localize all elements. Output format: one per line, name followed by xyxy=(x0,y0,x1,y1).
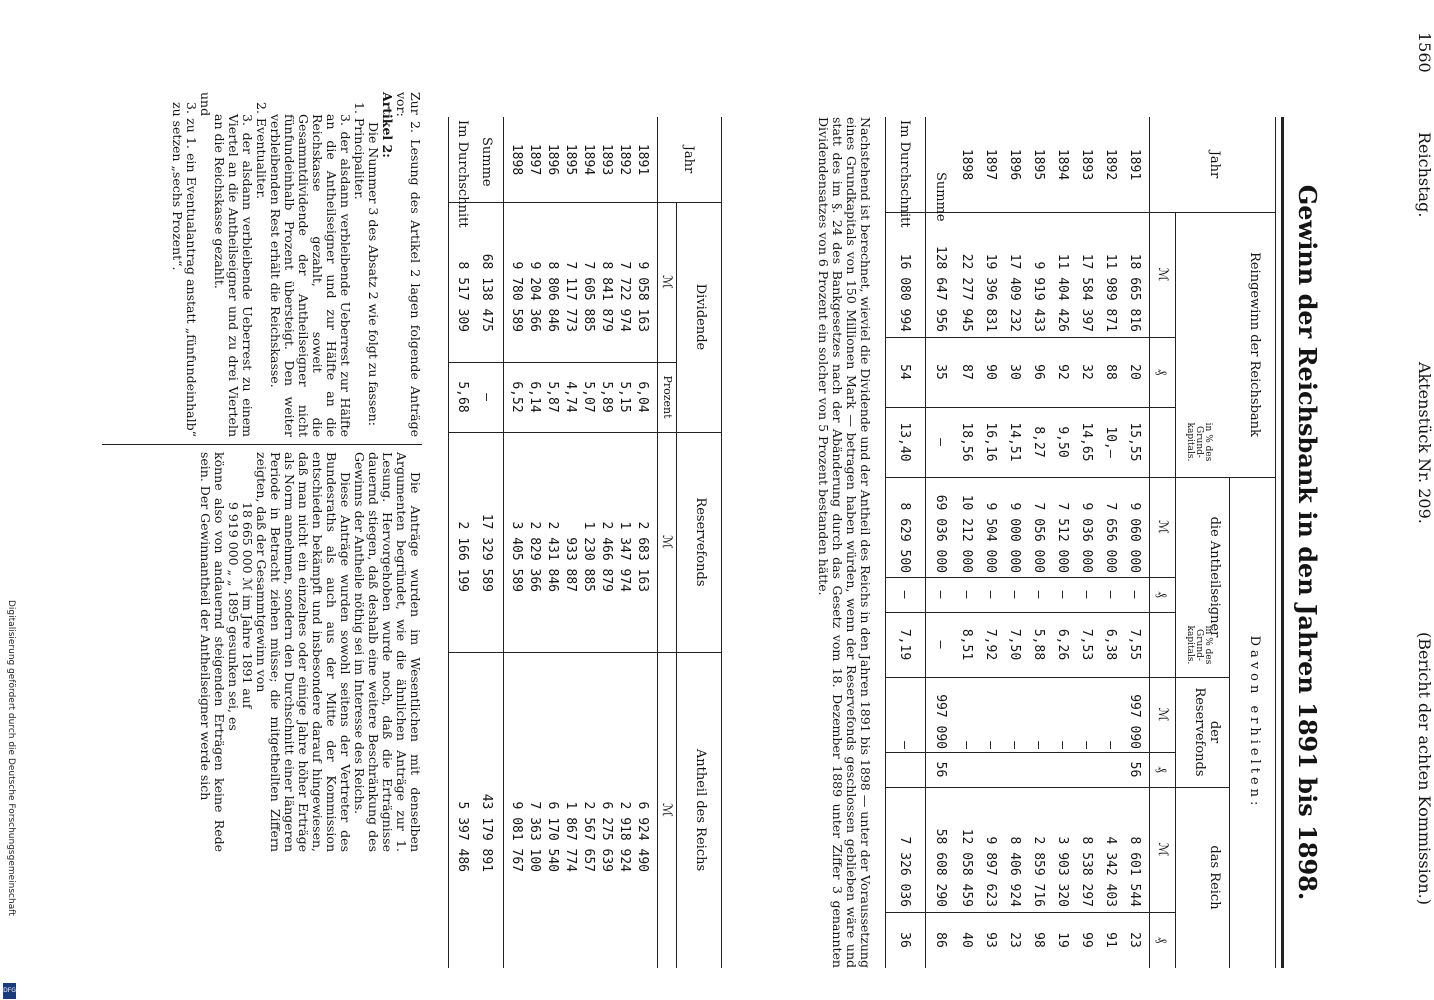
table2-rule-units xyxy=(676,202,677,968)
table2-rule-bottom xyxy=(448,117,449,968)
table1-cell-rg-pf: 92 xyxy=(1055,364,1070,380)
table1-cell-r-pf: 99 xyxy=(1079,932,1094,948)
table2-cell-div-m: 7 605 885 xyxy=(581,261,596,332)
table1-cell-ae-pf: — xyxy=(1079,590,1094,599)
table1-cell-ae-pct: 7,55 xyxy=(1127,628,1142,661)
table2-cell-year: 1891 xyxy=(635,143,650,176)
table1-cell-rf-m: — xyxy=(1007,741,1022,749)
table1-cell-r-pf: 98 xyxy=(1031,932,1046,948)
table2-durchschnitt-div-pct: 5,68 xyxy=(455,381,470,413)
table1-summe-ae-m: 69 036 000 xyxy=(933,494,948,573)
table1-cell-rf-pf: 56 xyxy=(1127,761,1142,778)
digitization-footer xyxy=(2,600,18,1000)
title-rule-top xyxy=(1281,117,1284,968)
table2-cell-rf: 1 230 885 xyxy=(581,521,596,592)
table2-summe-label: Summe xyxy=(479,137,494,187)
table1-durchschnitt-ae-pf: — xyxy=(897,590,912,599)
table1-durchschnitt-ae-m: 8 629 500 xyxy=(897,502,912,573)
table1-cell-ae-pf: — xyxy=(1031,590,1046,599)
table2-durchschnitt-rf: 2 166 199 xyxy=(455,521,470,592)
table2-cell-div-pct: 5,15 xyxy=(617,381,632,413)
table1-header-anteilseigner: die Antheilseigner xyxy=(1207,516,1222,638)
table2-cell-reich: 7 363 100 xyxy=(527,801,542,872)
table2-cell-year: 1892 xyxy=(617,143,632,176)
table1-durchschnitt-rg-m: 16 080 994 xyxy=(897,253,912,332)
table1-cell-r-m: 12 058 459 xyxy=(959,828,974,907)
table2-cell-div-m: 8 806 846 xyxy=(545,261,560,332)
table2-summe-rf: 17 329 589 xyxy=(479,513,494,592)
footer-text: Digitalisierung gefördert durch die Deutsche Forschungsgemeinschaft xyxy=(6,600,16,916)
table2-cell-div-pct: 6,52 xyxy=(509,381,524,413)
table2-cell-div-pct: 4,74 xyxy=(563,381,578,413)
table1-summe-ae-pct: — xyxy=(933,640,948,649)
table1-cell-rg-pct: 14,65 xyxy=(1079,422,1094,462)
table1-pct-label-2: in % des Grund-kapitals. xyxy=(1185,625,1213,665)
column-divider xyxy=(102,444,422,445)
table2-cell-div-m: 9 780 589 xyxy=(509,261,524,332)
table1-header-year: Jahr xyxy=(1207,150,1222,179)
table1-cell-ae-m: 10 212 000 xyxy=(959,494,974,573)
table1-cell-ae-pf: — xyxy=(983,590,998,599)
table1-unit-pf-4: ₰ xyxy=(1154,936,1169,944)
table2-cell-year: 1893 xyxy=(599,143,614,176)
table2-rule-top xyxy=(721,117,722,968)
table2-cell-rf: 2 829 366 xyxy=(527,521,542,592)
table2-cell-reich: 6 170 540 xyxy=(545,801,560,872)
table1-cell-ae-m: 9 000 000 xyxy=(1007,502,1022,573)
table1-cell-rg-m: 19 396 831 xyxy=(983,253,998,332)
table2-cell-div-m: 9 204 366 xyxy=(527,261,542,332)
table1-cell-ae-pct: 8,51 xyxy=(959,628,974,661)
right-text-5: könne also von andauernd steigenden Erträgen keine Rede sein. Der Gewinnantheil der Antheilseigner werde sich xyxy=(198,452,227,852)
table2-cell-div-pct: 5,87 xyxy=(545,381,560,413)
table2-cell-div-pct: 6,04 xyxy=(635,381,650,413)
table1-header-reich: das Reich xyxy=(1207,845,1222,910)
page-number: 1560 xyxy=(1415,32,1434,73)
table2-cell-div-pct: 5,07 xyxy=(581,381,596,413)
table2-cell-rf: 2 431 846 xyxy=(545,521,560,592)
paragraph-explanation: Nachstehend ist berechnet, wieviel die Dividende und der Antheil des Reichs in den Jahren 1891 bis 1898 — unter der Voraussetzung eines Grundkapitals von 150 Millionen Mark — betragen haben würden, wenn der Reservefonds geschlossen geblieben wäre und statt des im §. 24 des Bankgesetzes nach der Abänderung durch das Gesetz vom 18. Dezember 1889 unter Ziffer 3 genannten Dividendensatzes von 6 Prozent ein solcher von 5 Prozent bestanden hätte. xyxy=(816,117,873,968)
table1-durchschnitt-label: Im Durchschnitt xyxy=(897,120,912,228)
table2-cell-reich: 6 924 490 xyxy=(635,801,650,872)
table2-cell-year: 1895 xyxy=(563,143,578,176)
table2-cell-year: 1896 xyxy=(545,143,560,176)
table1-cell-year: 1896 xyxy=(1007,148,1022,181)
left-text-7: 3. der alsdann verbleibende Ueberrest zu einem Viertel an die Antheilseigner und zu drei Vierteln an die Reichskasse gezahlt. xyxy=(212,114,255,437)
table1-cell-rg-pct: 18,56 xyxy=(959,422,974,462)
table1-cell-rg-pf: 90 xyxy=(983,364,998,380)
table1-cell-rg-pf: 32 xyxy=(1079,364,1094,380)
table2-header-dividende: Dividende xyxy=(693,283,708,351)
table1-cell-rg-pct: 15,55 xyxy=(1127,422,1142,462)
table1-cell-r-pf: 23 xyxy=(1127,932,1142,948)
table1-durchschnitt-rg-pct: 13,40 xyxy=(897,422,912,462)
header-right: (Bericht der achten Kommission.) xyxy=(1415,632,1434,905)
table1-cell-r-pf: 91 xyxy=(1103,932,1118,948)
table1-cell-rg-pf: 87 xyxy=(959,364,974,380)
table1-cell-rg-pct: 10,– xyxy=(1103,426,1118,458)
table2-cell-div-m: 7 117 773 xyxy=(563,261,578,332)
table1-cell-r-pf: 40 xyxy=(959,932,974,948)
table1-cell-ae-pct: 7,53 xyxy=(1079,628,1094,661)
left-text-8: und xyxy=(198,92,213,117)
table1-cell-r-m: 8 538 297 xyxy=(1079,836,1094,907)
header-center: Aktenstück Nr. 209. xyxy=(1415,362,1434,524)
table1-unit-pf-3: ₰ xyxy=(1154,766,1169,773)
table1-cell-year: 1897 xyxy=(983,148,998,181)
table1-cell-r-m: 4 342 403 xyxy=(1103,836,1118,907)
table1-cell-rg-pct: 9,50 xyxy=(1055,426,1070,458)
left-text-5: 3. der alsdann verbleibende Ueberrest zur Hälfte an die Antheilseigner und zur Hälfte an die Reichskasse gezahlt, soweit die Gesammtdividende der Antheilseigner nicht fünfundeinhalb Prozent übersteigt. Den weiter verbleibenden Rest erhält die Reichskasse. xyxy=(268,114,353,437)
table1-summe-label: Summe xyxy=(933,172,948,222)
table1-cell-rg-m: 11 404 426 xyxy=(1055,253,1070,332)
table1-cell-rg-m: 9 919 433 xyxy=(1031,261,1046,332)
left-text-3: Die Nummer 3 des Absatz 2 wie folgt zu fassen: xyxy=(366,122,381,426)
table2-unit-m-3: ℳ xyxy=(659,803,674,817)
left-text-9: 3. zu 1. ein Eventualantrag anstatt „fünfundeinhalb“ zu setzen „sechs Prozent“. xyxy=(170,102,199,437)
table1-cell-rg-pct: 8,27 xyxy=(1031,426,1046,458)
table1-cell-r-m: 9 897 623 xyxy=(983,836,998,907)
table1-cell-rg-pf: 96 xyxy=(1031,364,1046,380)
table1-header-davon: Davon erhielten: xyxy=(1247,635,1262,810)
left-text-column xyxy=(170,92,422,437)
table2-cell-reich: 2 567 657 xyxy=(581,801,596,872)
table2-cell-rf: 933 887 xyxy=(563,537,578,592)
table1-cell-ae-pf: — xyxy=(959,590,974,599)
table1-cell-ae-pct: 6,26 xyxy=(1055,628,1070,661)
table1-cell-ae-pct: 7,92 xyxy=(983,628,998,661)
table2-header-reservefonds: Reservefonds xyxy=(693,497,708,587)
table1-cell-year: 1895 xyxy=(1031,148,1046,181)
table1-cell-rf-m: — xyxy=(1103,741,1118,749)
table2-cell-div-m: 9 058 163 xyxy=(635,261,650,332)
table1-cell-ae-pf: — xyxy=(1103,590,1118,599)
table1-durchschnitt-rg-pf: 54 xyxy=(897,364,912,380)
table2-cell-year: 1898 xyxy=(509,143,524,176)
table1-cell-ae-m: 7 656 000 xyxy=(1103,502,1118,573)
table1-cell-r-m: 8 601 544 xyxy=(1127,836,1142,907)
table1-rule-units xyxy=(1175,477,1176,968)
left-text-1: Zur 2. Lesung des Artikel 2 lagen folgende Anträge vor: xyxy=(394,92,423,437)
table1-cell-rg-m: 17 409 232 xyxy=(1007,253,1022,332)
table1-cell-rg-m: 22 277 945 xyxy=(959,253,974,332)
table2-summe-reich: 43 179 891 xyxy=(479,793,494,872)
table1-rule-bottom xyxy=(885,117,886,968)
table2-header-reich: Antheil des Reichs xyxy=(693,748,708,872)
table1-cell-ae-pf: — xyxy=(1127,590,1142,599)
table1-cell-r-pf: 19 xyxy=(1055,932,1070,948)
left-text-2: Artikel 2: xyxy=(380,92,395,158)
table2-cell-div-m: 7 722 974 xyxy=(617,261,632,332)
table1-unit-m-4: ℳ xyxy=(1155,842,1170,857)
table2-header-year: Jahr xyxy=(681,145,696,174)
table1-cell-ae-m: 7 056 000 xyxy=(1031,502,1046,573)
table2-cell-reich: 2 918 924 xyxy=(617,801,632,872)
table2-cell-rf: 3 405 589 xyxy=(509,521,524,592)
table2-unit-m-2: ℳ xyxy=(659,535,674,549)
table1-summe-rg-pct: — xyxy=(933,438,948,446)
table1-rule-units-rg xyxy=(1175,212,1176,477)
table2-cell-div-pct: 6,14 xyxy=(527,381,542,413)
table1-cell-ae-pf: — xyxy=(1007,590,1022,599)
table2-cell-reich: 1 867 774 xyxy=(563,801,578,872)
right-text-4: 9 919 000 „ „ 1895 gesunken sei, es xyxy=(226,502,241,731)
table1-cell-year: 1891 xyxy=(1127,148,1142,181)
right-text-3: 18 665 000 ℳ im Jahre 1891 auf xyxy=(240,502,255,709)
table1-cell-rg-pf: 88 xyxy=(1103,364,1118,380)
table1-cell-year: 1894 xyxy=(1055,148,1070,181)
right-text-column xyxy=(198,452,422,852)
table2-cell-reich: 9 081 767 xyxy=(509,801,524,872)
table1-header-reservefonds: der Reservefonds xyxy=(1192,687,1222,777)
table1-summe-rg-pf: 35 xyxy=(933,364,948,380)
table2-cell-year: 1894 xyxy=(581,143,596,176)
table1-cell-rf-m: — xyxy=(1055,741,1070,749)
table1-cell-year: 1892 xyxy=(1103,148,1118,181)
table1-cell-rg-pf: 20 xyxy=(1127,364,1142,380)
table1-cell-rg-m: 11 989 871 xyxy=(1103,253,1118,332)
table2-unit-pct: Prozent xyxy=(661,375,674,419)
table1-summe-ae-pf: — xyxy=(933,590,948,599)
table1-cell-rg-pct: 14,51 xyxy=(1007,422,1022,462)
table1-summe-rf-pf: 56 xyxy=(933,761,948,778)
table2-cell-rf: 1 347 974 xyxy=(617,521,632,592)
table2-rule-header xyxy=(657,117,658,968)
table1-cell-ae-m: 9 504 000 xyxy=(983,502,998,573)
left-text-4: 1. Principaliter. xyxy=(352,102,367,200)
table2-durchschnitt-div-m: 8 517 309 xyxy=(455,261,470,332)
table1-cell-ae-m: 9 060 000 xyxy=(1127,502,1142,573)
table1-summe-r-m: 58 608 290 xyxy=(933,828,948,907)
table1-cell-r-m: 3 903 320 xyxy=(1055,836,1070,907)
table2-durchschnitt-label: Im Durchschnitt xyxy=(455,120,470,228)
table1-unit-pf-1: ₰ xyxy=(1154,368,1169,376)
table1-summe-rf-m: 997 090 xyxy=(933,694,948,749)
table1-cell-rf-m: — xyxy=(1079,741,1094,749)
table1-cell-r-pf: 23 xyxy=(1007,932,1022,948)
table1-cell-ae-pct: 5,88 xyxy=(1031,628,1046,661)
table1-pct-label-1: in % des Grund-kapitals. xyxy=(1185,422,1213,462)
table1-cell-rg-pf: 30 xyxy=(1007,364,1022,380)
table1-cell-r-m: 8 406 924 xyxy=(1007,836,1022,907)
table1-cell-ae-pct: 7,50 xyxy=(1007,628,1022,661)
table1-cell-ae-pct: 6,38 xyxy=(1103,628,1118,661)
page-title: Gewinn der Reichsbank in den Jahren 1891 bis 1898. xyxy=(1293,184,1322,901)
left-text-6: 2. Eventualiter. xyxy=(254,102,269,200)
dfg-logo: DFG xyxy=(3,983,16,999)
table1-header-reingewinn: Reingewinn der Reichsbank xyxy=(1247,252,1262,437)
table1-cell-year: 1898 xyxy=(959,148,974,181)
table2-cell-div-pct: 5,89 xyxy=(599,381,614,413)
table1-unit-pf-2: ₰ xyxy=(1154,591,1169,598)
table1-cell-r-pf: 93 xyxy=(983,932,998,948)
table1-rule-header xyxy=(1149,117,1150,968)
scanned-page xyxy=(0,32,1434,968)
table2-cell-rf: 2 466 879 xyxy=(599,521,614,592)
table1-unit-m-1: ℳ xyxy=(1155,267,1170,282)
table2-cell-year: 1897 xyxy=(527,143,542,176)
table2-cell-rf: 2 683 163 xyxy=(635,521,650,592)
table1-durchschnitt-r-m: 7 326 036 xyxy=(897,836,912,907)
table1-cell-year: 1893 xyxy=(1079,148,1094,181)
table2-cell-reich: 6 275 639 xyxy=(599,801,614,872)
table1-durchschnitt-ae-pct: 7,19 xyxy=(897,628,912,661)
right-text-2: Diese Anträge wurden sowohl seitens der Vertreter des Bundesraths als auch aus der Mitte der Kommission entschieden bekämpft und insbesondere darauf hingewiesen, daß man nicht ein einzelnes oder einige Jahre höher Erträge als Norm annehmen, sondern den Durchschnitt einer längeren Periode in Betracht ziehen müsse; die mitgetheilten Ziffern zeigten, daß der Gesammtgewinn von xyxy=(254,452,353,852)
table1-cell-rf-m: — xyxy=(983,741,998,749)
table1-cell-r-m: 2 859 716 xyxy=(1031,836,1046,907)
table1-unit-m-3: ℳ xyxy=(1155,707,1170,722)
table2-summe-div-m: 68 138 475 xyxy=(479,253,494,332)
right-text-1: Die Anträge wurden im Wesentlichen mit denselben Argumenten begründet, wie die ähnlichen Anträge zur 1. Lesung. Hervorgehoben wurde noch, daß die Erträgnisse dauernd stiegen, daß deshalb eine weitere Beschränkung des Gewinns der Antheile nöthig sei im Interesse des Reichs. xyxy=(352,452,423,852)
table2-cell-div-m: 8 841 879 xyxy=(599,261,614,332)
table1-rule-davon xyxy=(1229,477,1230,968)
table1-cell-rg-m: 18 665 816 xyxy=(1127,253,1142,332)
table2-summe-div-pct: — xyxy=(479,393,494,401)
table1-rule-top xyxy=(1275,117,1276,968)
table2-rule-body xyxy=(503,117,504,968)
table1-cell-rg-m: 17 584 397 xyxy=(1079,253,1094,332)
table1-cell-ae-pf: — xyxy=(1055,590,1070,599)
table1-cell-ae-m: 9 036 000 xyxy=(1079,502,1094,573)
table1-cell-rg-pct: 16,16 xyxy=(983,422,998,462)
table1-rule-body xyxy=(925,117,926,968)
table2-durchschnitt-reich: 5 397 486 xyxy=(455,801,470,872)
table1-durchschnitt-rf-m: — xyxy=(897,741,912,749)
table2-unit-m-1: ℳ xyxy=(659,275,674,289)
table1-cell-rf-m: — xyxy=(1031,741,1046,749)
table1-summe-rg-m: 128 647 956 xyxy=(933,245,948,332)
table1-summe-r-pf: 86 xyxy=(933,932,948,948)
table1-durchschnitt-r-pf: 36 xyxy=(897,932,912,948)
table1-cell-rf-m: — xyxy=(959,741,974,749)
table1-cell-rf-m: 997 090 xyxy=(1127,694,1142,749)
table1-unit-m-2: ℳ xyxy=(1155,520,1170,534)
header-left: Reichstag. xyxy=(1415,132,1434,218)
table1-cell-ae-m: 7 512 000 xyxy=(1055,502,1070,573)
